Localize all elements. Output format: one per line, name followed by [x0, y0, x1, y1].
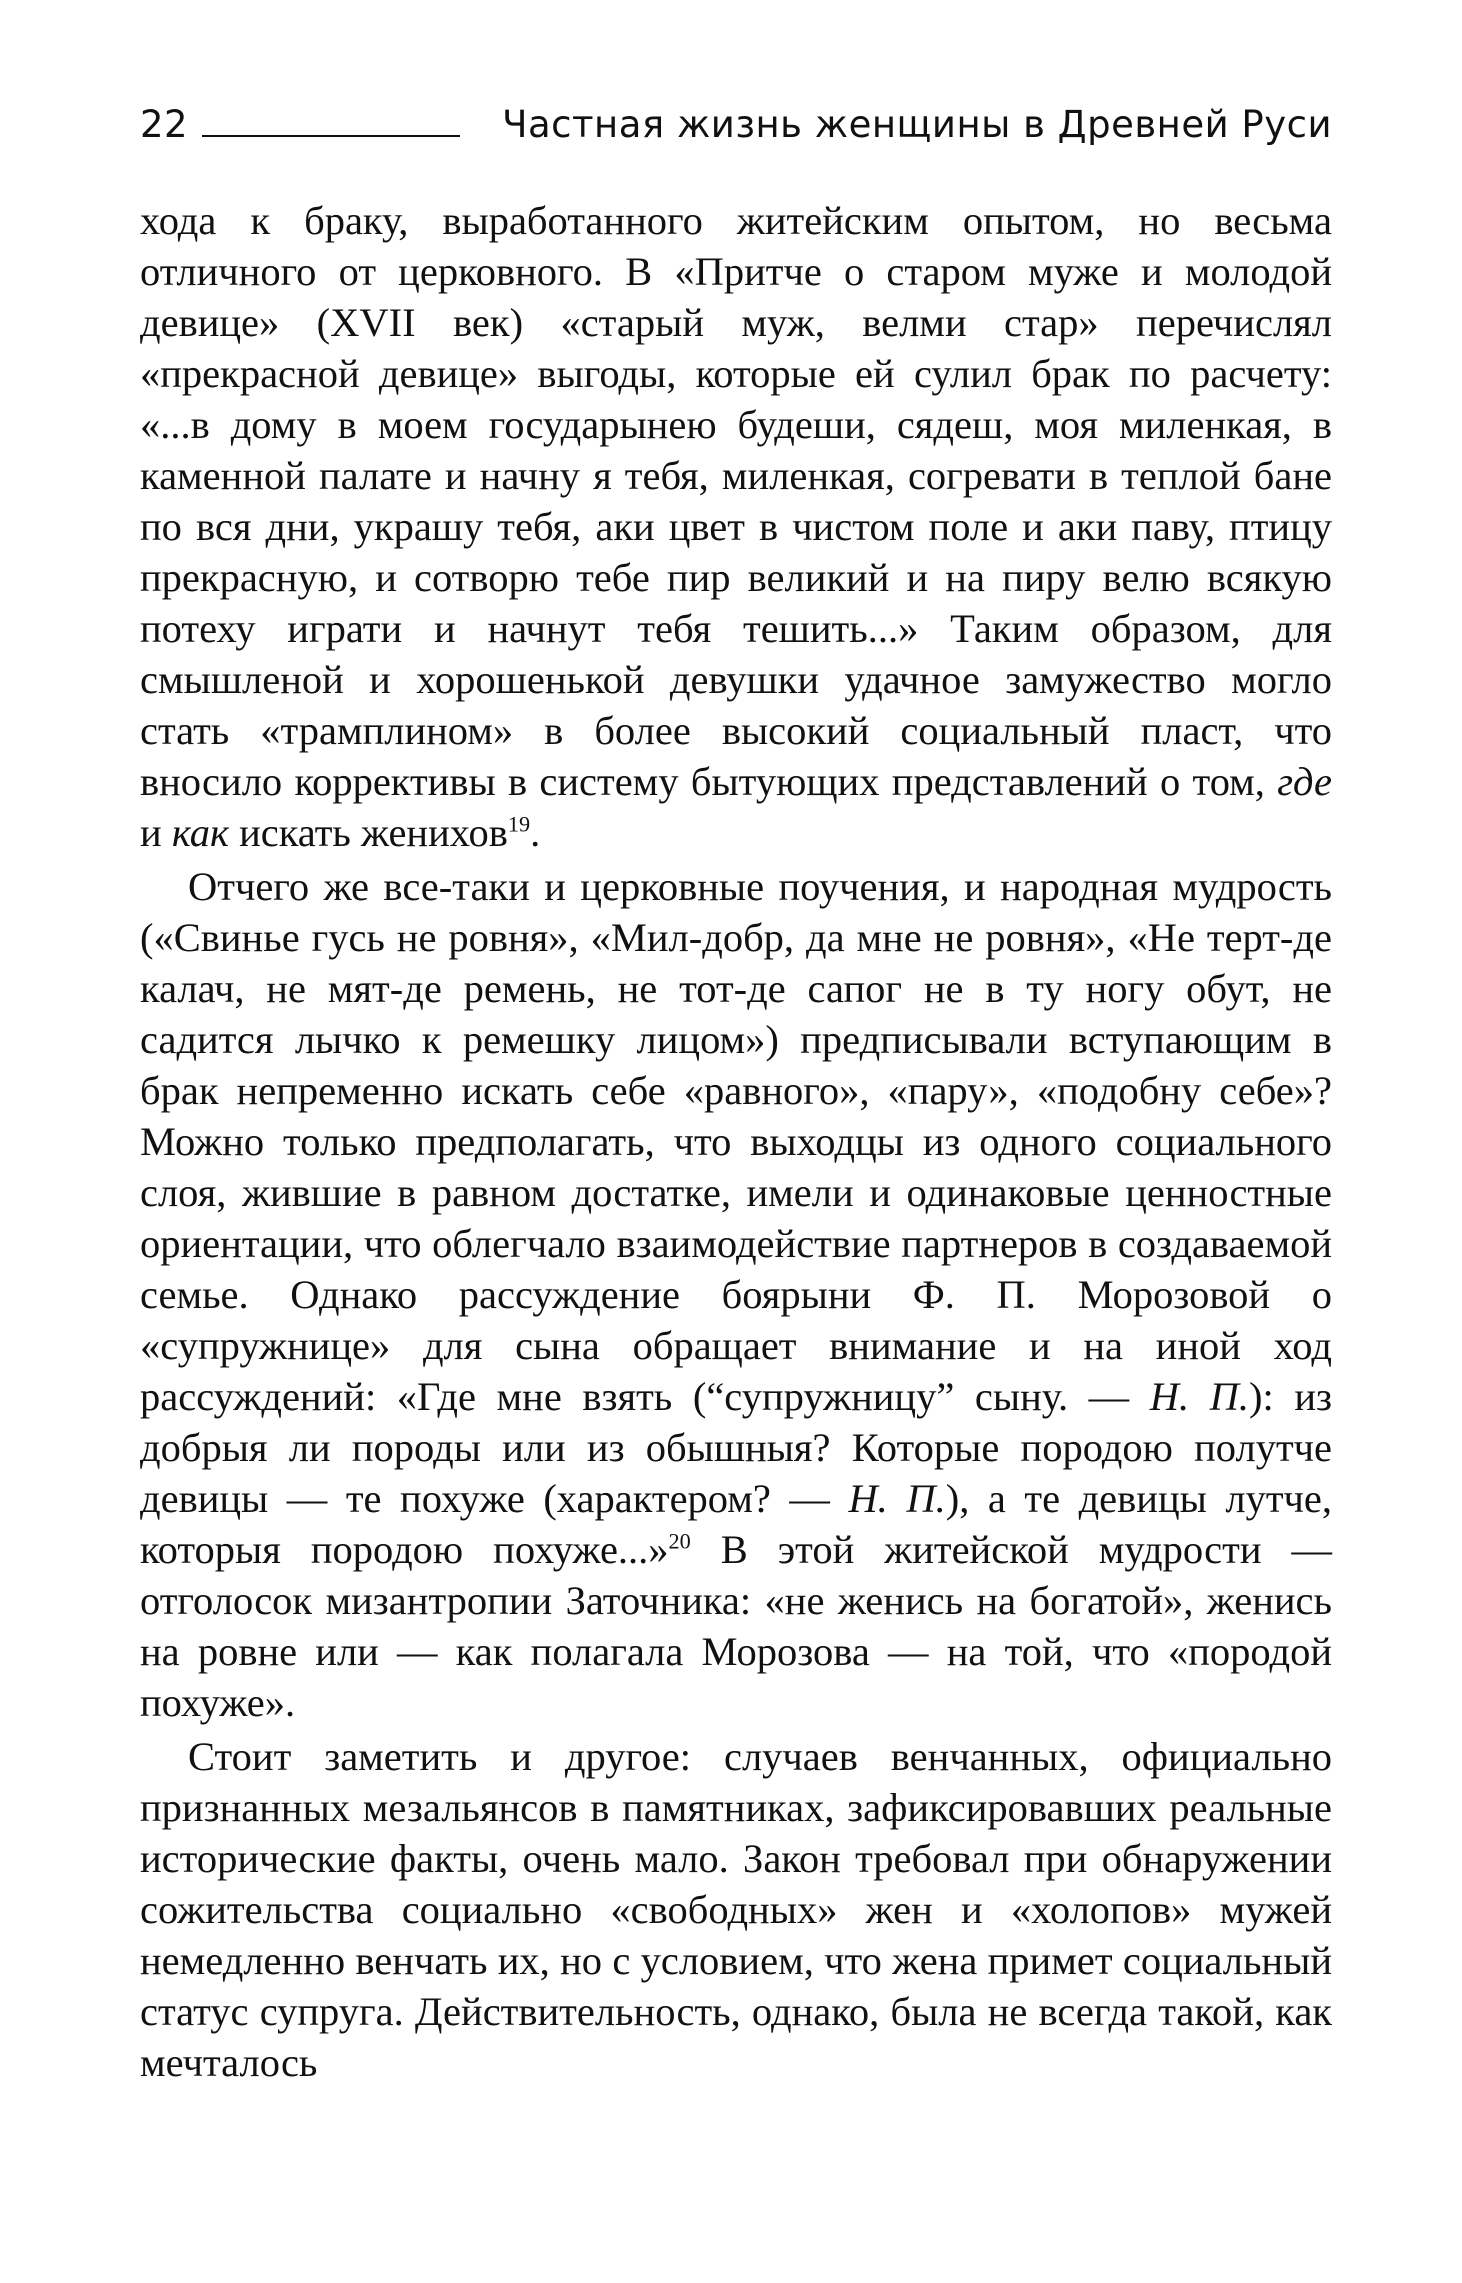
italic-segment: Н. П.: [1149, 1374, 1250, 1419]
italic-segment: Н. П.: [848, 1476, 946, 1521]
text-segment: ), а те девицы лутче, которыя породою похуже...»: [140, 1476, 1332, 1572]
italic-segment: где: [1277, 759, 1332, 804]
book-page: [140, 95, 1332, 2088]
text-segment: ): из добрыя ли породы или из обышныя? Которые породою полутче девицы — те похуже (характером? —: [140, 1374, 1332, 1521]
header-rule: [202, 135, 460, 137]
paragraph-2: [140, 861, 1332, 1728]
running-title: Частная жизнь женщины в Древней Руси: [502, 103, 1332, 146]
footnote-ref-19[interactable]: 19: [507, 811, 531, 837]
page-number: 22: [140, 103, 189, 146]
text-segment: хода к браку, выработанного житейским опытом, но весьма отличного от церковного. В «Притче о старом муже и молодой девице» (XVII век) «старый муж, велми стар» перечислял «прекрасной девице» выгоды, которые ей сулил брак по расчету: «...в дому в моем государынею будеши, сядеш, моя миленкая, в каменной палате и начну я тебя, миленкая, согревати в теплой бане по вся дни, украшу тебя, аки цвет в чистом поле и аки паву, птицу прекрасную, и сотворю тебе пир великий и на пиру велю всякую потеху играти и начнут тебя тешить...» Таким образом, для смышленой и хорошенькой девушки удачное замужество могло стать «трамплином» в более высокий социальный пласт, что вносило коррективы в систему бытующих представлений о том,: [140, 198, 1332, 804]
body-text: [140, 195, 1332, 2088]
text-segment: В этой житейской мудрости — отголосок мизантропии Заточника: «не женись на богатой», женись на ровне или — как полагала Морозова — на той, что «породой похуже».: [140, 1527, 1332, 1725]
text-segment: Отчего же все-таки и церковные поучения, и народная мудрость («Свинье гусь не ровня», «Мил-добр, да мне не ровня», «Не терт-де калач, не мят-де ремень, не тот-де сапог не в ту ногу обут, не садится лычко к ремешку лицом») предписывали вступающим в брак непременно искать себе «равного», «пару», «подобну себе»? Можно только предполагать, что выходцы из одного социального слоя, жившие в равном достатке, имели и одинаковые ценностные ориентации, что облегчало взаимодействие партнеров в создаваемой семье. Однако рассуждение боярыни Ф. П. Морозовой о «супружнице» для сына обращает внимание и на иной ход рассуждений: «Где мне взять (“супружницу” сыну. —: [140, 864, 1332, 1419]
paragraph-1: [140, 195, 1332, 858]
running-head: [140, 95, 1332, 155]
text-segment: и: [140, 810, 172, 855]
paragraph-3: [140, 1731, 1332, 2088]
text-segment: искать женихов: [228, 810, 508, 855]
italic-segment: как: [171, 810, 229, 855]
text-segment: .: [530, 810, 541, 855]
footnote-ref-20[interactable]: 20: [668, 1528, 691, 1554]
text-segment: Стоит заметить и другое: случаев венчанных, официально признанных мезальянсов в памятниках, зафиксировавших реальные исторические факты, очень мало. Закон требовал при обнаружении сожительства социально «свободных» жен и «холопов» мужей немедленно венчать их, но с условием, что жена примет социальный статус супруга. Действительность, однако, была не всегда такой, как мечталось: [140, 1734, 1332, 2085]
